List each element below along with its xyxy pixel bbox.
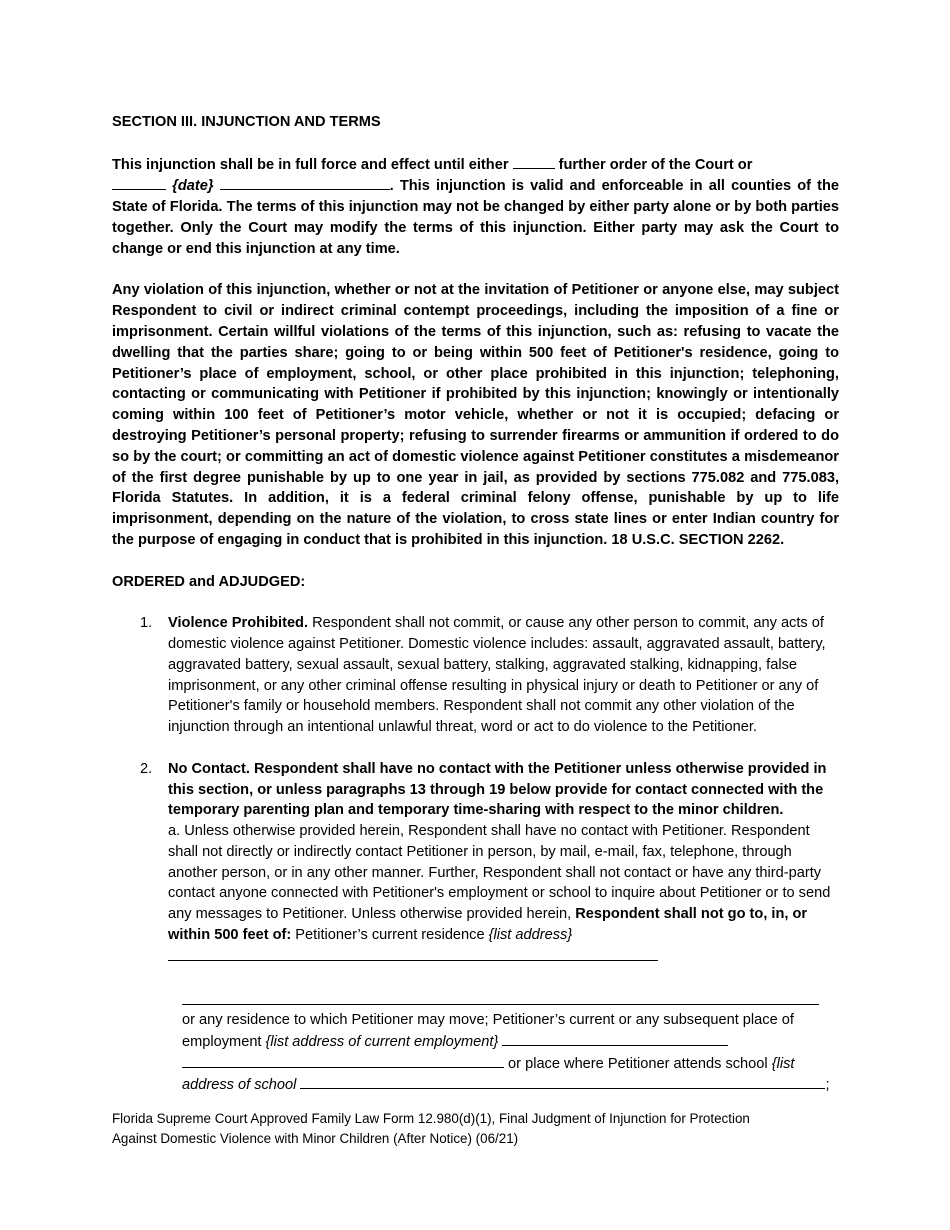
sub-label: a. [168,823,181,840]
residence-address-line-2[interactable] [182,994,819,1005]
date-field[interactable] [220,175,390,190]
residence-address-field[interactable] [168,946,658,961]
item-violence-prohibited [112,613,839,738]
ordered-heading: ORDERED and ADJUDGED: [112,573,306,590]
violation-paragraph: Any violation of this injunction, whether or not at the invitation of Petitioner or anyone else, may subject Respondent to civil or indirect criminal contempt proceedings, including the imposition of a fine or imprisonment. Certain willful violations of the terms of this injunction, such as: refusing to vacate the dwelling that the parties share; going to or being within 500 feet of Petitioner's residence, going to Petitioner’s place of employment, school, or other place prohibited in this injunction; telephoning, contacting or communicating with Petitioner if prohibited by this injunction; knowingly or intentionally coming within 100 feet of Petitioner’s motor vehicle, whether or not it is occupied; defacing or destroying Petitioner’s personal property; refusing to surrender firearms or ammunition if ordered to do so by the court; or committing an act of domestic violence against Petitioner constitutes a misdemeanor of the first degree punishable by up to one year in jail, as provided by sections 775.082 and 775.083, Florida Statutes. In addition, it is a federal criminal felony offense, punishable by up to life imprisonment, depending on the nature of the violation, to cross state lines or enter Indian country for the purpose of engaging in conduct that is prohibited in this injunction. 18 U.S.C. SECTION 2262. [112,282,839,548]
item-text: Respondent shall not commit, or cause any other person to commit, any acts of domestic violence against Petitioner. Domestic violence includes: assault, aggravated assault, battery, aggravated battery, sexual assault, sexual battery, stalking, aggravated stalking, kidnapping, false imprisonment, or any other criminal offense resulting in physical injury or death to Petitioner or any of Petitioner's family or household members. Respondent shall not commit any other violation of the injunction through an intentional unlawful threat, word or act to do violence to the Petitioner. [168,615,826,736]
school-text: or place where Petitioner attends school [504,1055,772,1072]
sub-text: Unless otherwise provided herein, Respondent shall have no contact with Petitioner. Respondent shall not directly or indirectly contact Petitioner in person, by mail, e-mail, fax, telephone, through another person, or in any other manner. Further, Respondent shall not contact or have any third-party contact anyone connected with Petitioner's employment or school to inquire about Petitioner or to send any messages to Petitioner. Unless otherwise provided herein, [168,823,831,923]
section-heading: SECTION III. INJUNCTION AND TERMS [112,114,381,130]
term-text-part3: . This injunction is valid and enforceable in all counties of the State of Florida. The terms of this injunction may not be changed by either party alone or by both parties together. Only the Court may modify the terms of this injunction. Either party may ask the Court to change or end this injunction at any time. [112,178,840,257]
school-label-1: {list [771,1055,795,1072]
form-page [112,112,839,968]
sub-item-a [168,821,839,968]
term-paragraph [112,154,839,176]
date-label: {date} [172,178,214,195]
school-row [182,1053,839,1075]
footer-line-1: Florida Supreme Court Approved Family Law Form 12.980(d)(1), Final Judgment of Injunction for Protection [112,1111,750,1126]
item-number: 1. [140,615,153,632]
school-address-field[interactable] [300,1074,825,1089]
term-paragraph-cont [112,175,839,259]
employment-address-field[interactable] [502,1031,728,1046]
employment-address-field-2[interactable] [182,1053,504,1068]
item-title: No Contact. Respondent shall have no contact with the Petitioner unless otherwise provided in this section, or unless paragraphs 13 through 19 below provide for contact connected with the temporary parenting plan and temporary time-sharing with respect to the minor children. [168,760,827,819]
end-punct: ; [825,1077,830,1094]
sub-bold-text: Respondent shall not go to, in, or within 500 feet of: [168,906,808,944]
sub-after-bold: Petitioner’s current residence [291,927,489,944]
residence-line2-text: or any residence to which Petitioner may move; Petitioner’s current or any subsequent place of employment [182,1012,794,1050]
school-label-2: address of school [182,1077,297,1094]
item-title: Violence Prohibited. [168,615,309,632]
form-footer [112,1109,839,1148]
item-number: 2. [140,760,153,777]
residence-line2 [182,1010,839,1053]
date-option-blank[interactable] [112,175,166,190]
term-text-part2: further order of the Court or [554,156,753,173]
residence-label: {list address} [488,927,573,944]
address-continuation [182,994,839,1096]
employment-label: {list address of current employment} [265,1033,499,1050]
footer-line-2: Against Domestic Violence with Minor Children (After Notice) (06/21) [112,1130,519,1146]
school-address-row [182,1074,839,1096]
term-option-blank[interactable] [513,154,555,169]
term-text-part1: This injunction shall be in full force and effect until either [112,156,513,173]
item-no-contact [112,759,839,968]
